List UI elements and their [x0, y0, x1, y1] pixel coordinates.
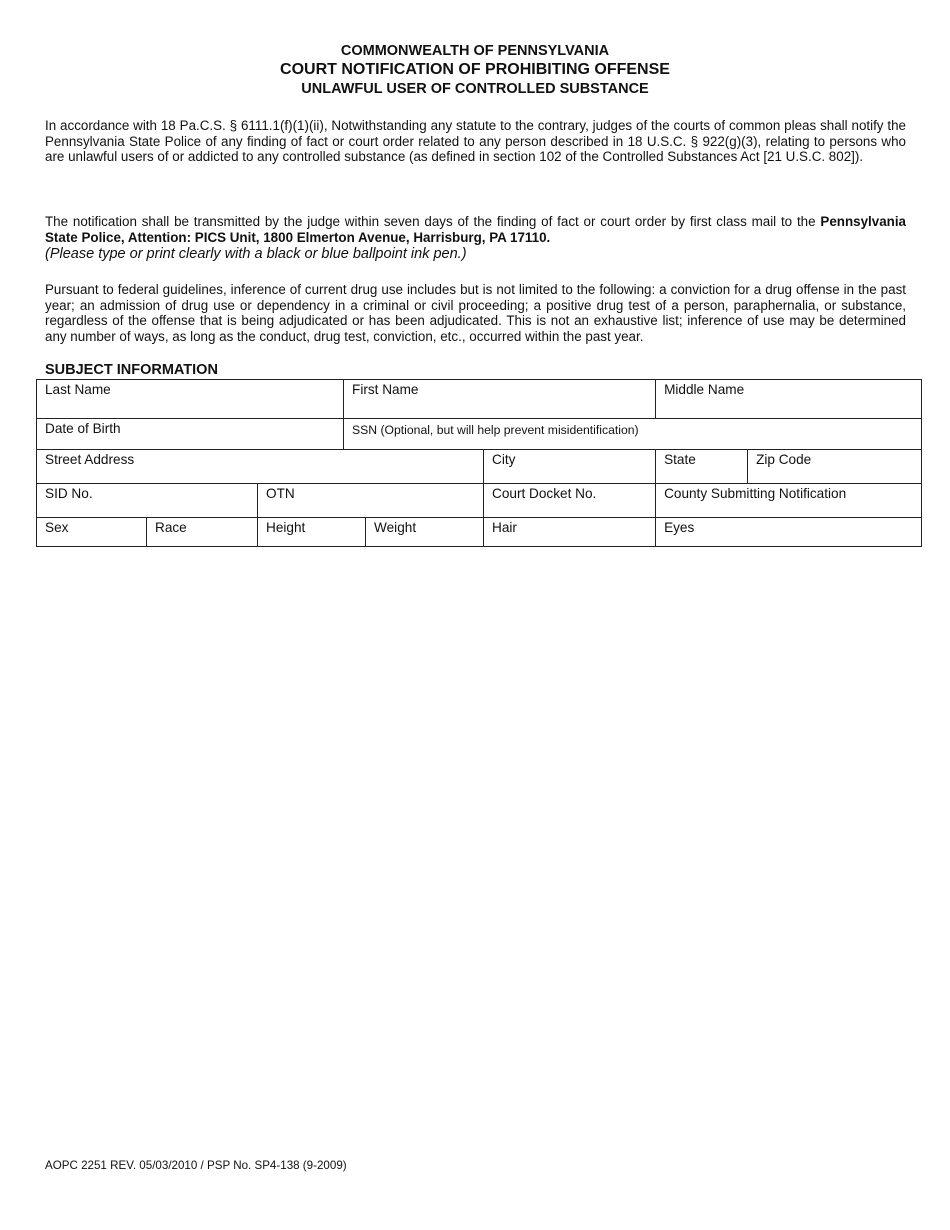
last-name-field[interactable] — [37, 380, 344, 419]
ssn-label: SSN (Optional, but will help prevent misidentification) — [352, 423, 639, 437]
subject-information-table — [36, 379, 922, 547]
city-label: City — [492, 452, 516, 467]
zip-code-field[interactable] — [748, 450, 922, 484]
last-name-label: Last Name — [45, 382, 111, 397]
notification-paragraph — [45, 214, 906, 263]
mailing-address: Pennsylvania State Police, Attention: PICS Unit, 1800 Elmerton Avenue, Harrisburg, PA 17110. — [45, 214, 906, 245]
race-label: Race — [155, 520, 187, 535]
date-of-birth-field[interactable] — [37, 419, 344, 450]
court-docket-no-field[interactable] — [484, 484, 656, 518]
hair-field[interactable] — [484, 518, 656, 547]
race-field[interactable] — [147, 518, 258, 547]
form-title: COURT NOTIFICATION OF PROHIBITING OFFENSE — [280, 61, 670, 78]
form-subtitle: UNLAWFUL USER OF CONTROLLED SUBSTANCE — [301, 81, 649, 97]
first-name-field[interactable] — [344, 380, 656, 419]
guidelines-paragraph: Pursuant to federal guidelines, inference of current drug use includes but is not limited to the following: a conviction for a drug offense in the past year; an admission of drug use or dependency in a criminal or civil proceeding; a positive drug test of a person, paraphernalia, or substance, regardless of the offense that is being adjudicated or has been adjudicated. This is not an exhaustive list; inference of use may be determined any number of ways, as long as the conduct, drug test, conviction, etc., occurred within the past year. — [45, 282, 906, 344]
sex-label: Sex — [45, 520, 69, 535]
statute-paragraph: In accordance with 18 Pa.C.S. § 6111.1(f)(1)(ii), Notwithstanding any statute to the contrary, judges of the courts of common pleas shall notify the Pennsylvania State Police of any finding of fact or court order related to any person described in 18 U.S.C. § 922(g)(3), relating to persons who are unlawful users of or addicted to any controlled substance (as defined in section 102 of the Controlled Substances Act [21 U.S.C. 802]). — [45, 118, 906, 164]
hair-label: Hair — [492, 520, 517, 535]
height-label: Height — [266, 520, 306, 535]
notification-text: The notification shall be transmitted by the judge within seven days of the finding of fact or court order by first class mail to the — [45, 214, 816, 229]
middle-name-label: Middle Name — [664, 382, 745, 397]
form-header — [0, 42, 950, 98]
ink-instruction: (Please type or print clearly with a black or blue ballpoint ink pen.) — [45, 246, 467, 262]
header-commonwealth: COMMONWEALTH OF PENNSYLVANIA — [340, 43, 610, 59]
sid-no-field[interactable] — [37, 484, 258, 518]
ssn-field[interactable] — [344, 419, 922, 450]
county-label: County Submitting Notification — [664, 486, 847, 501]
height-field[interactable] — [258, 518, 366, 547]
city-field[interactable] — [484, 450, 656, 484]
street-address-label: Street Address — [45, 452, 135, 467]
weight-label: Weight — [374, 520, 417, 535]
middle-name-field[interactable] — [656, 380, 922, 419]
court-docket-no-label: Court Docket No. — [492, 486, 597, 501]
form-footer-id: AOPC 2251 REV. 05/03/2010 / PSP No. SP4-138 (9-2009) — [45, 1159, 347, 1172]
eyes-label: Eyes — [664, 520, 695, 535]
otn-field[interactable] — [258, 484, 484, 518]
state-field[interactable] — [656, 450, 748, 484]
first-name-label: First Name — [352, 382, 419, 397]
state-label: State — [664, 452, 696, 467]
sex-field[interactable] — [37, 518, 147, 547]
zip-code-label: Zip Code — [756, 452, 812, 467]
subject-information-heading: SUBJECT INFORMATION — [45, 362, 218, 378]
street-address-field[interactable] — [37, 450, 484, 484]
date-of-birth-label: Date of Birth — [45, 421, 121, 436]
otn-label: OTN — [266, 486, 295, 501]
county-field[interactable] — [656, 484, 922, 518]
weight-field[interactable] — [366, 518, 484, 547]
sid-no-label: SID No. — [45, 486, 93, 501]
eyes-field[interactable] — [656, 518, 922, 547]
